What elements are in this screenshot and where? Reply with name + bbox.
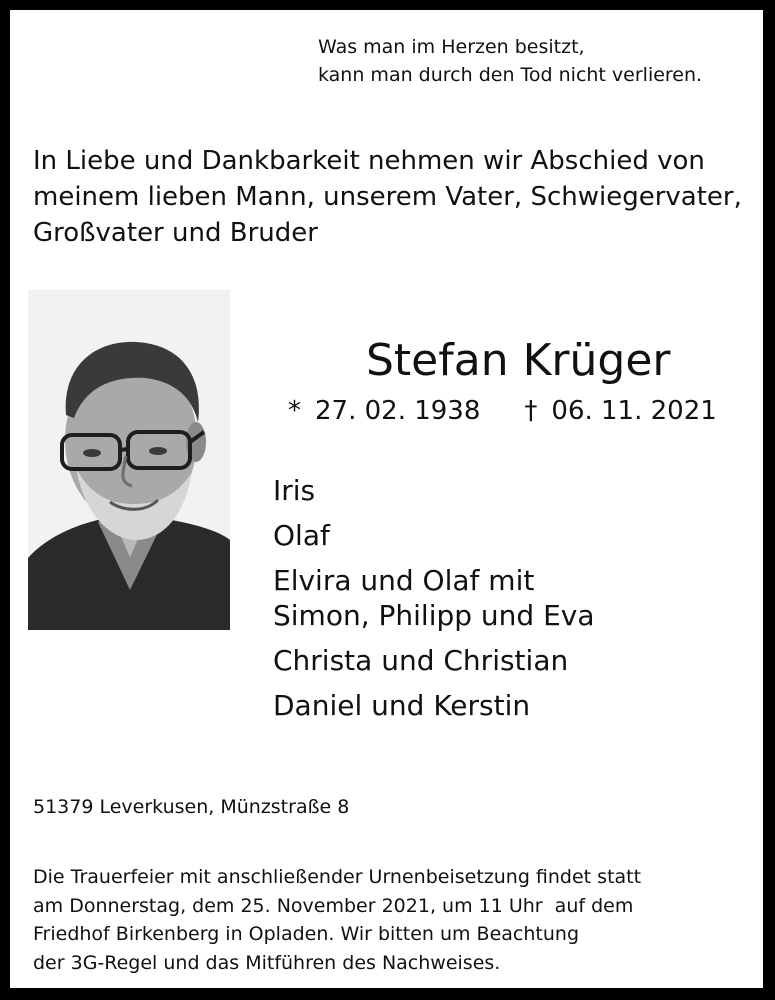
mourner-entry <box>273 518 595 553</box>
service-line-3: Friedhof Birkenberg in Opladen. Wir bitten um Beachtung <box>33 923 580 945</box>
mourner-line: Daniel und Kerstin <box>273 689 531 722</box>
intro-line-1: In Liebe und Dankbarkeit nehmen wir Abschied von <box>33 146 705 176</box>
mourner-line: Simon, Philipp und Eva <box>273 599 595 632</box>
service-line-4: der 3G-Regel und das Mitführen des Nachweises. <box>33 951 501 974</box>
service-line-2: am Donnerstag, dem 25. November 2021, um 11 Uhr auf dem <box>33 894 634 917</box>
motto-line-1: Was man im Herzen besitzt, <box>318 36 585 58</box>
mourner-line: Christa und Christian <box>273 644 569 677</box>
mourners-list <box>273 473 595 733</box>
mourner-line: Iris <box>273 474 316 507</box>
birth-symbol: * <box>288 396 301 426</box>
motto-line-2: kann man durch den Tod nicht verlieren. <box>318 64 703 86</box>
mourner-line: Elvira und Olaf mit <box>273 564 535 597</box>
funeral-service-info <box>33 863 641 977</box>
death-symbol: † <box>524 396 538 426</box>
portrait-illustration <box>28 290 230 630</box>
intro-line-3: Großvater und Bruder <box>33 218 318 248</box>
mourner-line: Olaf <box>273 519 330 552</box>
life-dates <box>288 393 717 429</box>
mourner-entry <box>273 643 595 678</box>
mourner-entry <box>273 688 595 723</box>
mourner-entry <box>273 563 595 633</box>
family-address: 51379 Leverkusen, Münzstraße 8 <box>33 796 350 818</box>
birth-date: 27. 02. 1938 <box>315 396 481 426</box>
motto-quote <box>318 33 702 89</box>
intro-line-2: meinem lieben Mann, unserem Vater, Schwiegervater, <box>33 182 742 212</box>
death-date: 06. 11. 2021 <box>551 396 717 426</box>
service-line-1: Die Trauerfeier mit anschließender Urnenbeisetzung findet statt <box>33 866 642 888</box>
intro-text <box>33 143 753 251</box>
mourner-entry <box>273 473 595 508</box>
portrait-photo <box>28 290 230 630</box>
deceased-name: Stefan Krüger <box>366 335 671 386</box>
